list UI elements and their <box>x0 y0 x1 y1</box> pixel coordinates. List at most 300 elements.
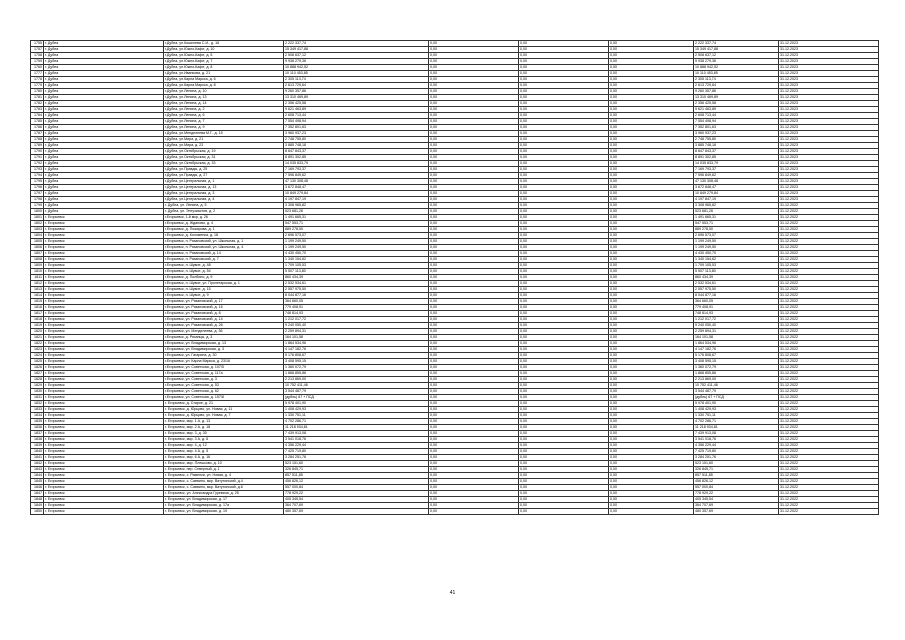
cost-cell-3: 0,00 <box>519 173 609 179</box>
address-cell: г.Егорьевск, ул. Владимирская, д. 13 <box>164 341 284 347</box>
cost-cell: 4 197 847,19 <box>284 197 429 203</box>
cost-cell: 5 176 808,67 <box>284 353 429 359</box>
total-cell: 857 511,85 <box>694 473 779 479</box>
address-cell: г.Егорьевск, д. Коломенка, д. 18 <box>164 233 284 239</box>
cost-cell-2: 0,00 <box>429 239 519 245</box>
municipality-cell: г. Егорьевск <box>44 245 164 251</box>
total-cell: 1 709 105,53 <box>694 263 779 269</box>
cost-cell: 523 151,60 <box>284 461 429 467</box>
address-cell: г.Дубна, ул.Центральная, д. 13 <box>164 185 284 191</box>
address-cell: г. Егорьевск, мкр. 4, д. 12 <box>164 443 284 449</box>
deadline-cell: 31.12.2023 <box>779 83 879 89</box>
cost-cell: 1 199 249,50 <box>284 239 429 245</box>
cost-cell-4: 0,00 <box>609 83 694 89</box>
deadline-cell: 31.12.2022 <box>779 293 879 299</box>
cost-cell-2: 0,00 <box>429 317 519 323</box>
cost-cell-3: 0,00 <box>519 71 609 77</box>
cost-cell: 8 891 302,85 <box>284 155 429 161</box>
cost-cell: 15 349 417,88 <box>284 47 429 53</box>
municipality-cell: г. Дубна <box>44 179 164 185</box>
cost-cell-2: 0,00 <box>429 83 519 89</box>
cost-cell-3: 0,00 <box>519 185 609 191</box>
cost-cell-3: 0,00 <box>519 53 609 59</box>
municipality-cell: г. Егорьевск <box>44 407 164 413</box>
row-number-cell: 1832 <box>31 401 44 407</box>
deadline-cell: 31.12.2022 <box>779 353 879 359</box>
cost-cell-2: 0,00 <box>429 167 519 173</box>
cost-cell: 779 408,91 <box>284 305 429 311</box>
cost-cell-4: 0,00 <box>609 443 694 449</box>
total-cell: 8 044 877,16 <box>694 293 779 299</box>
cost-cell: 889 278,50 <box>284 227 429 233</box>
cost-cell-2: 0,00 <box>429 437 519 443</box>
cost-cell: 9 621 463,89 <box>284 107 429 113</box>
address-cell: г. Егорьевск, мкр. Плешково, д. 10 <box>164 461 284 467</box>
cost-cell-4: 0,00 <box>609 185 694 191</box>
row-number-cell: 1803 <box>31 227 44 233</box>
row-number-cell: 1847 <box>31 491 44 497</box>
cost-cell-4: 0,00 <box>609 203 694 209</box>
cost-cell-2: 0,00 <box>429 245 519 251</box>
total-cell: 2 508 637,12 <box>694 53 779 59</box>
cost-cell: 547 553,71 <box>284 221 429 227</box>
address-cell: г.Егорьевск, п. Шувое, д. 54 <box>164 269 284 275</box>
cost-cell: 3 284 251,76 <box>284 455 429 461</box>
cost-cell-3: 0,00 <box>519 101 609 107</box>
cost-cell-4: 0,00 <box>609 311 694 317</box>
deadline-cell: 31.12.2022 <box>779 359 879 365</box>
address-cell: г.Дубна, ул.Ленина, д. 7 <box>164 119 284 125</box>
cost-cell-3: 0,00 <box>519 467 609 473</box>
address-cell: г.Егорьевск, ул. Советская, д. 53 <box>164 383 284 389</box>
total-cell: 2 608 713,44 <box>694 113 779 119</box>
address-cell: г.Егорьевск, п. Шувое, д. 48 <box>164 263 284 269</box>
municipality-cell: г. Егорьевск <box>44 269 164 275</box>
municipality-cell: г. Дубна <box>44 77 164 83</box>
deadline-cell: 31.12.2022 <box>779 323 879 329</box>
row-number-cell: 1791 <box>31 155 44 161</box>
row-number-cell: 1833 <box>31 407 44 413</box>
row-number-cell: 1843 <box>31 467 44 473</box>
address-cell: г.Егорьевск, ул. Советская, д. 3 <box>164 377 284 383</box>
municipality-cell: г. Егорьевск <box>44 365 164 371</box>
cost-cell-3: 0,00 <box>519 509 609 515</box>
municipality-cell: г. Дубна <box>44 167 164 173</box>
cost-cell: 9 938 279,36 <box>284 59 429 65</box>
deadline-cell: 31.12.2022 <box>779 425 879 431</box>
cost-cell-4: 0,00 <box>609 485 694 491</box>
address-cell: г. Егорьевск, мкр. 3 А, д. 6 <box>164 437 284 443</box>
address-cell: г. Егорьевск, с. Раменки, ул. Новая, д. 4 <box>164 473 284 479</box>
total-cell: 2 557 975,50 <box>694 287 779 293</box>
row-number-cell: 1811 <box>31 275 44 281</box>
total-cell: 1 491 665,31 <box>694 215 779 221</box>
cost-cell: 1 491 665,31 <box>284 215 429 221</box>
deadline-cell: 31.12.2022 <box>779 269 879 275</box>
cost-cell: 364 660,05 <box>284 299 429 305</box>
cost-cell-3: 0,00 <box>519 461 609 467</box>
municipality-cell: г. Егорьевск <box>44 311 164 317</box>
row-number-cell: 1839 <box>31 443 44 449</box>
total-cell: 557 000,84 <box>694 485 779 491</box>
deadline-cell: 31.12.2022 <box>779 371 879 377</box>
address-cell: г.Егорьевск, п. Шувое, д. 15 <box>164 287 284 293</box>
total-cell: 47 130 308,48 <box>694 179 779 185</box>
cost-cell-3: 0,00 <box>519 155 609 161</box>
address-cell: г. Егорьевск, д. Старое, д. 21 <box>164 401 284 407</box>
cost-cell-2: 0,00 <box>429 293 519 299</box>
cost-cell-2: 0,00 <box>429 275 519 281</box>
total-cell: 9 621 463,89 <box>694 107 779 113</box>
municipality-cell: г. Егорьевск <box>44 467 164 473</box>
cost-cell-3: 0,00 <box>519 359 609 365</box>
total-cell: 8 847 843,37 <box>694 149 779 155</box>
municipality-cell: г. Егорьевск <box>44 485 164 491</box>
cost-cell-4: 0,00 <box>609 143 694 149</box>
total-cell: 2 613 729,64 <box>694 83 779 89</box>
municipality-cell: г. Егорьевск <box>44 359 164 365</box>
row-number-cell: 1805 <box>31 239 44 245</box>
row-number-cell: 1812 <box>31 281 44 287</box>
page-number: 41 <box>449 590 456 596</box>
cost-cell: 3 541 018,76 <box>284 437 429 443</box>
cost-cell: 2 508 637,12 <box>284 53 429 59</box>
cost-cell-3: 0,00 <box>519 137 609 143</box>
row-number-cell: 1837 <box>31 431 44 437</box>
total-cell: 1 868 855,86 <box>694 371 779 377</box>
row-number-cell: 1821 <box>31 335 44 341</box>
row-number-cell: 1826 <box>31 365 44 371</box>
cost-cell-4: 0,00 <box>609 497 694 503</box>
cost-cell-3: 0,00 <box>519 287 609 293</box>
cost-cell-2: 0,00 <box>429 41 519 47</box>
cost-cell-3: 0,00 <box>519 77 609 83</box>
cost-cell-2: 0,00 <box>429 263 519 269</box>
deadline-cell: 31.12.2022 <box>779 455 879 461</box>
cost-cell: 1 360 072,79 <box>284 365 429 371</box>
cost-cell-3: 0,00 <box>519 65 609 71</box>
row-number-cell: 1786 <box>31 125 44 131</box>
address-cell: г.Дубна, ул.Ленина, д. 14 <box>164 101 284 107</box>
cost-cell: 523 681,26 <box>284 209 429 215</box>
address-cell: г. Егорьевск, мкр. 6 А, д. 16 <box>164 455 284 461</box>
deadline-cell: 31.12.2022 <box>779 467 879 473</box>
row-number-cell: 1795 <box>31 179 44 185</box>
deadline-cell: 31.12.2022 <box>779 329 879 335</box>
row-number-cell: 1819 <box>31 323 44 329</box>
address-cell: г. Егорьевск, мкр. 1 А, д. 13 <box>164 419 284 425</box>
total-cell: 779 408,91 <box>694 305 779 311</box>
address-cell: г.Егорьевск, п. Рязановский, ул. Школьная, д. 4 <box>164 245 284 251</box>
cost-cell-4: 0,00 <box>609 197 694 203</box>
municipality-cell: г. Егорьевск <box>44 299 164 305</box>
total-cell: 7 425 719,80 <box>694 449 779 455</box>
address-cell: г. Егорьевск, ул. Владимирская, д. 17а <box>164 503 284 509</box>
total-cell: 2 259 894,31 <box>694 329 779 335</box>
cost-cell-4: 0,00 <box>609 347 694 353</box>
cost-cell: 47 130 308,48 <box>284 179 429 185</box>
row-number-cell: 1804 <box>31 233 44 239</box>
cost-cell-4: 0,00 <box>609 461 694 467</box>
total-cell: 860 434,39 <box>694 275 779 281</box>
cost-cell-4: 0,00 <box>609 341 694 347</box>
row-number-cell: 1780 <box>31 89 44 95</box>
deadline-cell: 31.12.2023 <box>779 101 879 107</box>
cost-cell-3: 0,00 <box>519 479 609 485</box>
row-number-cell: 1758 <box>31 53 44 59</box>
cost-cell-4: 0,00 <box>609 377 694 383</box>
row-number-cell: 1835 <box>31 419 44 425</box>
cost-cell-2: 0,00 <box>429 125 519 131</box>
cost-cell: 405 345,54 <box>284 497 429 503</box>
deadline-cell: 31.12.2022 <box>779 311 879 317</box>
total-cell: 547 553,71 <box>694 221 779 227</box>
total-cell: 1 340 154,62 <box>694 257 779 263</box>
row-number-cell: 1848 <box>31 497 44 503</box>
deadline-cell: 31.12.2022 <box>779 275 879 281</box>
cost-cell-2: 0,00 <box>429 449 519 455</box>
row-number-cell: 1818 <box>31 317 44 323</box>
cost-cell-4: 0,00 <box>609 101 694 107</box>
cost-cell-2: 0,00 <box>429 233 519 239</box>
cost-cell-2: 0,00 <box>429 335 519 341</box>
cost-cell-2: 0,00 <box>429 161 519 167</box>
deadline-cell: 31.12.2022 <box>779 209 879 215</box>
municipality-cell: г. Дубна <box>44 119 164 125</box>
address-cell: г.Егорьевск, ул. Менделеева, д. 36 <box>164 329 284 335</box>
cost-cell-3: 0,00 <box>519 167 609 173</box>
cost-cell-2: 0,00 <box>429 65 519 71</box>
municipality-cell: г. Егорьевск <box>44 257 164 263</box>
total-cell: 3 308 965,82 <box>694 203 779 209</box>
cost-cell-4: 0,00 <box>609 77 694 83</box>
address-cell: г.Дубна, ул.Ленина, д. 13 <box>164 95 284 101</box>
cost-cell: 364 707,69 <box>284 503 429 509</box>
cost-cell-3: 0,00 <box>519 353 609 359</box>
row-number-cell: 1792 <box>31 161 44 167</box>
cost-cell-4: 0,00 <box>609 233 694 239</box>
cost-cell: 1 709 105,53 <box>284 263 429 269</box>
total-cell: 1 199 249,50 <box>694 239 779 245</box>
cost-cell-4: 0,00 <box>609 359 694 365</box>
row-number-cell: 1824 <box>31 353 44 359</box>
municipality-cell: г. Дубна <box>44 185 164 191</box>
cost-cell-4: 0,00 <box>609 503 694 509</box>
cost-cell-3: 0,00 <box>519 245 609 251</box>
deadline-cell: 31.12.2022 <box>779 317 879 323</box>
cost-cell: 4 356 229,44 <box>284 443 429 449</box>
cost-cell-4: 0,00 <box>609 425 694 431</box>
cost-cell-2: 0,00 <box>429 143 519 149</box>
total-cell: 3 408 595,15 <box>694 359 779 365</box>
row-number-cell: 1788 <box>31 137 44 143</box>
cost-cell-4: 0,00 <box>609 395 694 401</box>
municipality-cell: г. Егорьевск <box>44 509 164 515</box>
total-cell: 15 349 417,88 <box>694 47 779 53</box>
total-cell: 4 197 847,19 <box>694 197 779 203</box>
cost-cell-3: 0,00 <box>519 191 609 197</box>
address-cell: г.Дубна, ул.Правды, д. 25 <box>164 167 284 173</box>
cost-cell: 7 352 801,63 <box>284 125 429 131</box>
cost-cell-2: 0,00 <box>429 89 519 95</box>
cost-cell-2: 0,00 <box>429 281 519 287</box>
row-number-cell: 1817 <box>31 311 44 317</box>
cost-cell: 3 672 848,47 <box>284 185 429 191</box>
cost-cell-3: 0,00 <box>519 311 609 317</box>
address-cell: г. Егорьевск, д. Юрцово, ул. Новая, д. 7 <box>164 413 284 419</box>
cost-cell-3: 0,00 <box>519 47 609 53</box>
address-cell: г.Дубна, ул.Карла Маркса, д. 6 <box>164 77 284 83</box>
row-number-cell: 1840 <box>31 449 44 455</box>
municipality-cell: г. Егорьевск <box>44 425 164 431</box>
cost-cell: 7 439 913,08 <box>284 431 429 437</box>
address-cell: г.Егорьевск, д. Рязанцы, д. 3 <box>164 335 284 341</box>
municipality-cell: г. Дубна <box>44 83 164 89</box>
cost-cell: 1 212 017,72 <box>284 317 429 323</box>
deadline-cell: 31.12.2022 <box>779 503 879 509</box>
cost-cell-2: 0,00 <box>429 137 519 143</box>
total-cell: 9 260 357,86 <box>694 89 779 95</box>
total-cell: 405 345,54 <box>694 497 779 503</box>
cost-cell-2: 0,00 <box>429 53 519 59</box>
municipality-cell: г. Егорьевск <box>44 371 164 377</box>
total-cell: 480 357,69 <box>694 509 779 515</box>
deadline-cell: 31.12.2022 <box>779 389 879 395</box>
municipality-cell: г. Егорьевск <box>44 281 164 287</box>
address-cell: г.Егорьевск, ул. Рязановский, д. 26 <box>164 323 284 329</box>
row-number-cell: 1816 <box>31 305 44 311</box>
municipality-cell: г. Дубна <box>44 191 164 197</box>
address-cell: г.Дубна, ул.Менделеева М.Г., д. 15 <box>164 131 284 137</box>
cost-cell-4: 0,00 <box>609 221 694 227</box>
total-cell: 164 101,58 <box>694 335 779 341</box>
deadline-cell: 31.12.2023 <box>779 65 879 71</box>
cost-cell-2: 0,00 <box>429 329 519 335</box>
cost-cell-2: 0,00 <box>429 113 519 119</box>
cost-cell-3: 0,00 <box>519 329 609 335</box>
total-cell: 326 845,71 <box>694 467 779 473</box>
cost-cell-3: 0,00 <box>519 119 609 125</box>
row-number-cell: 1830 <box>31 389 44 395</box>
deadline-cell: 31.12.2023 <box>779 119 879 125</box>
cost-cell-2: 0,00 <box>429 221 519 227</box>
cost-cell-3: 0,00 <box>519 257 609 263</box>
row-number-cell: 1844 <box>31 473 44 479</box>
row-number-cell: 1783 <box>31 107 44 113</box>
row-number-cell: 1757 <box>31 47 44 53</box>
address-cell: г.Дубна, ул.Иванкова, д. 21 <box>164 71 284 77</box>
cost-cell: 2 696 573,07 <box>284 233 429 239</box>
deadline-cell: 31.12.2022 <box>779 419 879 425</box>
municipality-cell: г. Егорьевск <box>44 263 164 269</box>
municipality-cell: г. Егорьевск <box>44 353 164 359</box>
cost-cell-2: 0,00 <box>429 95 519 101</box>
address-cell: г.Дубна, ул.Мира, д. 23 <box>164 143 284 149</box>
total-cell: 7 596 849,62 <box>694 173 779 179</box>
deadline-cell: 31.12.2023 <box>779 89 879 95</box>
deadline-cell: 31.12.2022 <box>779 449 879 455</box>
cost-cell: 456 826,12 <box>284 479 429 485</box>
cost-cell-4: 0,00 <box>609 137 694 143</box>
total-cell: 5 978 401,90 <box>694 401 779 407</box>
cost-cell-3: 0,00 <box>519 503 609 509</box>
cost-cell-4: 0,00 <box>609 479 694 485</box>
cost-cell-4: 0,00 <box>609 125 694 131</box>
deadline-cell: 31.12.2022 <box>779 227 879 233</box>
address-cell: г.Егорьевск, ул. Советская, д. 157/8 <box>164 395 284 401</box>
address-cell: г.Дубна, ул.Кошелева С.И., д. 16 <box>164 41 284 47</box>
cost-cell-3: 0,00 <box>519 179 609 185</box>
row-number-cell: 1823 <box>31 347 44 353</box>
cost-cell-2: 0,00 <box>429 77 519 83</box>
total-cell: 10 849 279,84 <box>694 191 779 197</box>
cost-cell: 1 330 751,11 <box>284 413 429 419</box>
cost-cell-3: 0,00 <box>519 209 609 215</box>
cost-cell-2: 0,00 <box>429 491 519 497</box>
deadline-cell: 31.12.2022 <box>779 221 879 227</box>
cost-cell: 557 000,84 <box>284 485 429 491</box>
cost-cell-4: 0,00 <box>609 401 694 407</box>
cost-cell-4: 0,00 <box>609 161 694 167</box>
deadline-cell: 31.12.2022 <box>779 401 879 407</box>
cost-cell-2: 0,00 <box>429 473 519 479</box>
total-cell: 364 660,05 <box>694 299 779 305</box>
row-number-cell: 1779 <box>31 83 44 89</box>
row-number-cell: 1785 <box>31 119 44 125</box>
cost-cell-4: 0,00 <box>609 299 694 305</box>
row-number-cell: 1827 <box>31 371 44 377</box>
row-number-cell: 1850 <box>31 509 44 515</box>
deadline-cell: 31.12.2022 <box>779 287 879 293</box>
cost-cell: 4 702 286,71 <box>284 419 429 425</box>
cost-cell: 857 511,85 <box>284 473 429 479</box>
deadline-cell: 31.12.2022 <box>779 383 879 389</box>
cost-cell: 7 169 793,37 <box>284 167 429 173</box>
cost-cell-4: 0,00 <box>609 59 694 65</box>
cost-cell-2: 0,00 <box>429 101 519 107</box>
address-cell: г.Дубна, ул.Октябрьская, д. 19 <box>164 149 284 155</box>
register-table <box>30 40 879 515</box>
cost-cell-2: 0,00 <box>429 155 519 161</box>
cost-cell-2: 0,00 <box>429 431 519 437</box>
address-cell: г.Егорьевск, ул. Советская, д. 107/5 <box>164 365 284 371</box>
municipality-cell: г. Дубна <box>44 95 164 101</box>
cost-cell-3: 0,00 <box>519 59 609 65</box>
cost-cell-4: 0,00 <box>609 239 694 245</box>
cost-cell-3: 0,00 <box>519 443 609 449</box>
cost-cell-4: 0,00 <box>609 227 694 233</box>
cost-cell-4: 0,00 <box>609 305 694 311</box>
cost-cell-4: 0,00 <box>609 455 694 461</box>
cost-cell-2: 0,00 <box>429 365 519 371</box>
cost-cell-4: 0,00 <box>609 329 694 335</box>
total-cell: (дубль) 67 + ПСД <box>694 395 779 401</box>
municipality-cell: г. Дубна <box>44 155 164 161</box>
cost-cell-3: 0,00 <box>519 497 609 503</box>
municipality-cell: г. Дубна <box>44 47 164 53</box>
municipality-cell: г. Дубна <box>44 101 164 107</box>
cost-cell: 1 868 855,86 <box>284 371 429 377</box>
cost-cell: 10 752 411,46 <box>284 383 429 389</box>
cost-cell-4: 0,00 <box>609 95 694 101</box>
total-cell: 4 147 182,76 <box>694 347 779 353</box>
cost-cell-3: 0,00 <box>519 437 609 443</box>
cost-cell: 1 864 534,96 <box>284 341 429 347</box>
deadline-cell: 31.12.2023 <box>779 161 879 167</box>
address-cell: г.Дубна, ул.Южно-Кафе, д. 10 <box>164 47 284 53</box>
address-cell: г.Дубна, ул.Мира, д. 21 <box>164 137 284 143</box>
row-number-cell: 1796 <box>31 185 44 191</box>
